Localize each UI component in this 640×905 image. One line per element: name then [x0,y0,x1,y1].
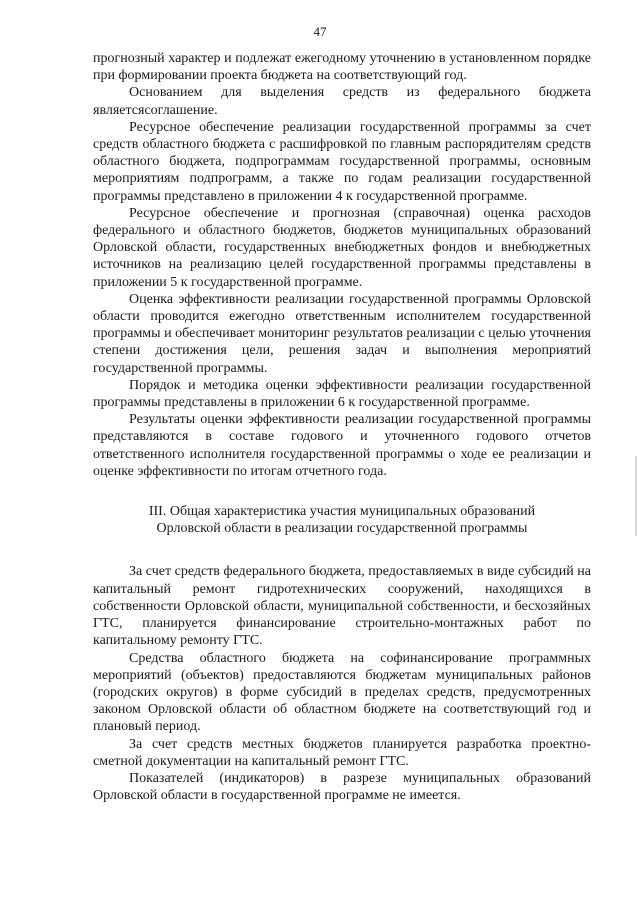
document-body [93,50,591,804]
paragraph-assessment-results: Результаты оценки эффективности реализации государственной программы представляются в составе годового и уточненного годового отчетов ответственного исполнителя государственной программы о ходе ее реализации и оценке эффективности по итогам отчетного года. [93,412,591,479]
paragraph-funding-basis: Основанием для выделения средств из федерального бюджета являетсясоглашение. [93,85,591,118]
paragraph-efficiency-assessment: Оценка эффективности реализации государственной программы Орловской области проводится ежегодно ответственным исполнителем государственной программы и обеспечивает мониторинг результатов реализации с целью уточнения степени достижения цели, решения задач и выполнения мероприятий государственной программы. [93,291,591,376]
paragraph-regional-budget-resources: Ресурсное обеспечение реализации государственной программы за счет средств областного бюджета с расшифровкой по главным распорядителям средств областного бюджета, подпрограммам государственной программы, основным мероприятиям подпрограмм, а также по годам реализации государственной программы представлено в приложении 4 к государственной программе. [93,119,591,204]
section-heading-line-2: Орловской области в реализации государственной программы [156,521,528,537]
paragraph-resource-forecast: Ресурсное обеспечение и прогнозная (справочная) оценка расходов федерального и областного бюджетов, бюджетов муниципальных образований Орловской области, государственных внебюджетных фондов и внебюджетных источников на реализацию целей государственной программы представлены в приложении 5 к государственной программе. [93,205,591,290]
paragraph-assessment-methodology: Порядок и методика оценки эффективности реализации государственной программы представлены в приложении 6 к государственной программе. [93,377,591,411]
scan-edge-mark [635,456,637,536]
section-heading-line-1: III. Общая характеристика участия муниципальных образований [148,504,536,520]
page-number: 47 [313,24,327,39]
paragraph-federal-subsidies: За счет средств федерального бюджета, предоставляемых в виде субсидий на капитальный ремонт гидротехнических сооружений, находящихся в собственности Орловской области, муниципальной собственности, и бесхозяйных ГТС, планируется финансирование строительно-монтажных работ по капитальному ремонту ГТС. [93,564,591,649]
section-heading [93,503,591,537]
paragraph-indicators: Показателей (индикаторов) в разрезе муниципальных образований Орловской области в государственной программе не имеется. [93,770,591,804]
paragraph-continuation: прогнозный характер и подлежат ежегодному уточнению в установленном порядке при формировании проекта бюджета на соответствующий год. [93,51,591,84]
paragraph-regional-cofinancing: Средства областного бюджета на софинансирование программных мероприятий (объектов) предоставляются бюджетам муниципальных районов (городских округов) в форме субсидий в пределах средств, предусмотренных законом Орловской области об областном бюджете на соответствующий год и плановый период. [93,650,591,735]
paragraph-local-budgets: За счет средств местных бюджетов планируется разработка проектно-сметной документации на капитальный ремонт ГТС. [93,736,591,769]
